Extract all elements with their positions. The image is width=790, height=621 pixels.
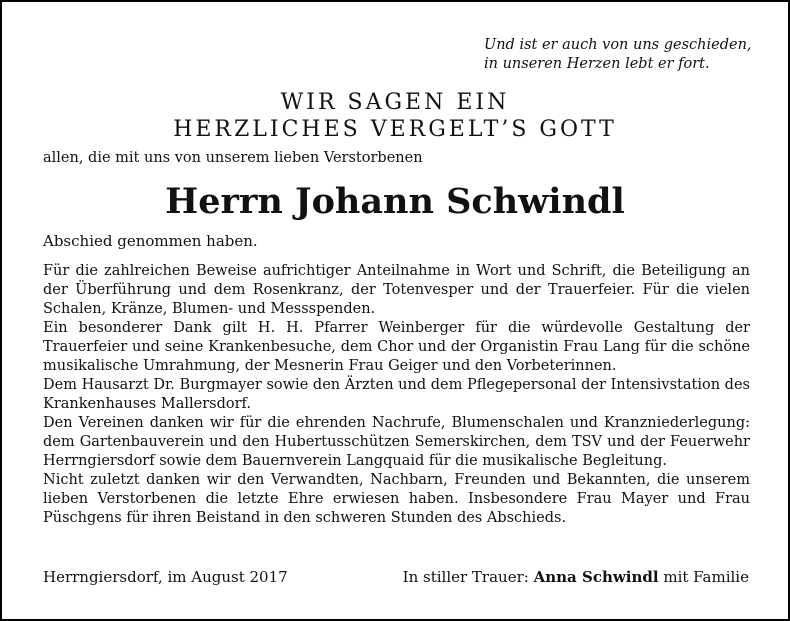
paragraph-clubs: Den Vereinen danken wir für die ehrenden Nachrufe, Blumenschalen und Kranzniederlegung: dem Gartenbauverein und den Hubertusschützen Semerskirchen, dem TSV und der Feuerwehr Herrngiersdorf sowie dem Bauernverein Langquaid für die musikalische Begleitung. — [43, 415, 750, 469]
farewell-text: Abschied genommen haben. — [43, 232, 258, 250]
mourners-line — [403, 567, 749, 587]
paragraph-pastor: Ein besonderer Dank gilt H. H. Pfarrer Weinberger für die würdevolle Gestaltung der Trauerfeier und seine Krankenbesuche, dem Chor und der Organistin Frau Lang für die schöne musikalische Umrahmung, der Mesnerin Frau Geiger und den Vorbeterinnen. — [43, 320, 750, 374]
quote-line-2: in unseren Herzen lebt er fort. — [484, 56, 710, 72]
thanks-body — [43, 262, 750, 528]
mourner-name: Anna Schwindl — [533, 568, 659, 586]
mourning-prefix: In stiller Trauer: — [402, 568, 529, 586]
mourning-suffix: mit Familie — [663, 568, 749, 586]
place-and-date: Herrngiersdorf, im August 2017 — [43, 568, 288, 586]
paragraph-sympathy: Für die zahlreichen Beweise aufrichtiger Anteilnahme in Wort und Schrift, die Beteiligung an der Überführung und dem Rosenkranz, der Totenvesper und der Trauerfeier. Für die vielen Schalen, Kränze, Blumen- und Messspenden. — [43, 263, 750, 317]
paragraph-doctors: Dem Hausarzt Dr. Burgmayer sowie den Ärzten und dem Pflegepersonal der Intensivstation des Krankenhauses Mallersdorf. — [43, 377, 750, 412]
paragraph-relatives: Nicht zuletzt danken wir den Verwandten, Nachbarn, Freunden und Bekannten, die unserem lieben Verstorbenen die letzte Ehre erwiesen haben. Insbesondere Frau Mayer und Frau Püschgens für ihren Beistand in den schweren Stunden des Abschieds. — [43, 472, 750, 526]
memorial-quote — [484, 36, 774, 74]
deceased-name: Herrn Johann Schwindl — [165, 181, 625, 222]
thanks-heading-line-1: WIR SAGEN EIN — [280, 90, 510, 115]
thanks-heading-line-2: HERZLICHES VERGELT’S GOTT — [173, 117, 617, 142]
lead-text: allen, die mit uns von unserem lieben Verstorbenen — [43, 150, 423, 166]
quote-line-1: Und ist er auch von uns geschieden, — [484, 37, 752, 53]
